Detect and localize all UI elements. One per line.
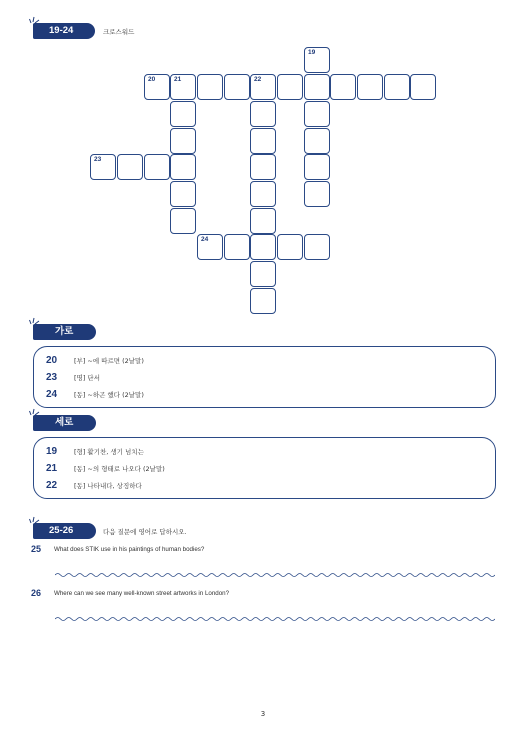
crossword-cell[interactable]: [357, 74, 383, 100]
crossword-cell[interactable]: [250, 208, 276, 234]
clue-row: [46, 480, 142, 491]
clue-number: 23: [46, 372, 58, 383]
clue-text: [동] 나타내다, 상징하다: [74, 482, 142, 490]
clue-row: [46, 463, 165, 474]
crossword-cell[interactable]: [384, 74, 410, 100]
clue-text: [부] ~에 따르면 (2낱말): [74, 357, 144, 365]
crossword-cell[interactable]: [170, 74, 196, 100]
crossword-cell[interactable]: [144, 154, 170, 180]
clue-number: 21: [46, 463, 58, 474]
page-number: 3: [260, 710, 266, 718]
crossword-cell[interactable]: [330, 74, 356, 100]
crossword-cell[interactable]: [170, 128, 196, 154]
crossword-cell[interactable]: [90, 154, 116, 180]
clue-number: 20: [46, 355, 58, 366]
crossword-cell[interactable]: [304, 101, 330, 127]
clue-text: [동] ~의 형태로 나오다 (2낱말): [74, 465, 165, 473]
crossword-cell[interactable]: [277, 74, 303, 100]
crossword-cell[interactable]: [197, 74, 223, 100]
clue-number: 23: [94, 156, 102, 163]
crossword-cell[interactable]: [304, 181, 330, 207]
section-badge-25-26: 25-26: [33, 523, 96, 539]
question-text: Where can we see many well-known street artworks in London?: [54, 590, 230, 597]
crossword-cell[interactable]: [250, 101, 276, 127]
clue-number: 20: [148, 76, 156, 83]
question-text: What does STIK use in his paintings of human bodies?: [54, 546, 205, 553]
crossword-cell[interactable]: [304, 74, 330, 100]
clue-text: [형] 활기찬, 생기 넘치는: [74, 448, 144, 456]
clue-number: 19: [46, 446, 58, 457]
clue-number: 22: [46, 480, 58, 491]
clue-row: [46, 389, 144, 400]
crossword-cell[interactable]: [410, 74, 436, 100]
answer-line[interactable]: [55, 571, 495, 579]
crossword-cell[interactable]: [117, 154, 143, 180]
down-badge: 세로: [33, 415, 96, 431]
crossword-cell[interactable]: [224, 234, 250, 260]
crossword-cell[interactable]: [170, 101, 196, 127]
section-label-crossword: 크로스워드: [103, 28, 135, 36]
crossword-cell[interactable]: [304, 154, 330, 180]
across-clue-box: [33, 346, 496, 408]
crossword-cell[interactable]: [250, 128, 276, 154]
crossword-cell[interactable]: [170, 208, 196, 234]
crossword-cell[interactable]: [250, 288, 276, 314]
question-number: 25: [31, 544, 42, 554]
clue-number: 24: [46, 389, 58, 400]
crossword-cell[interactable]: [250, 74, 276, 100]
clue-number: 19: [308, 49, 316, 56]
down-clue-box: [33, 437, 496, 499]
clue-row: [46, 355, 144, 366]
clue-row: [46, 372, 100, 383]
section-instruction: 다음 질문에 영어로 답하시오.: [103, 528, 187, 536]
crossword-cell[interactable]: [277, 234, 303, 260]
crossword-cell[interactable]: [250, 234, 276, 260]
answer-line[interactable]: [55, 615, 495, 623]
crossword-cell[interactable]: [250, 154, 276, 180]
clue-text: [명] 단서: [74, 374, 100, 382]
clue-number: 24: [201, 236, 209, 243]
clue-number: 21: [174, 76, 182, 83]
across-badge: 가로: [33, 324, 96, 340]
crossword-cell[interactable]: [304, 234, 330, 260]
crossword-cell[interactable]: [304, 47, 330, 73]
crossword-cell[interactable]: [170, 154, 196, 180]
question-number: 26: [31, 588, 42, 598]
crossword-cell[interactable]: [250, 181, 276, 207]
clue-text: [동] ~하곤 했다 (2낱말): [74, 391, 144, 399]
crossword-cell[interactable]: [170, 181, 196, 207]
crossword-cell[interactable]: [144, 74, 170, 100]
crossword-cell[interactable]: [197, 234, 223, 260]
clue-number: 22: [254, 76, 262, 83]
crossword-cell[interactable]: [304, 128, 330, 154]
crossword-cell[interactable]: [224, 74, 250, 100]
section-badge-19-24: 19-24: [33, 23, 95, 39]
clue-row: [46, 446, 144, 457]
crossword-cell[interactable]: [250, 261, 276, 287]
